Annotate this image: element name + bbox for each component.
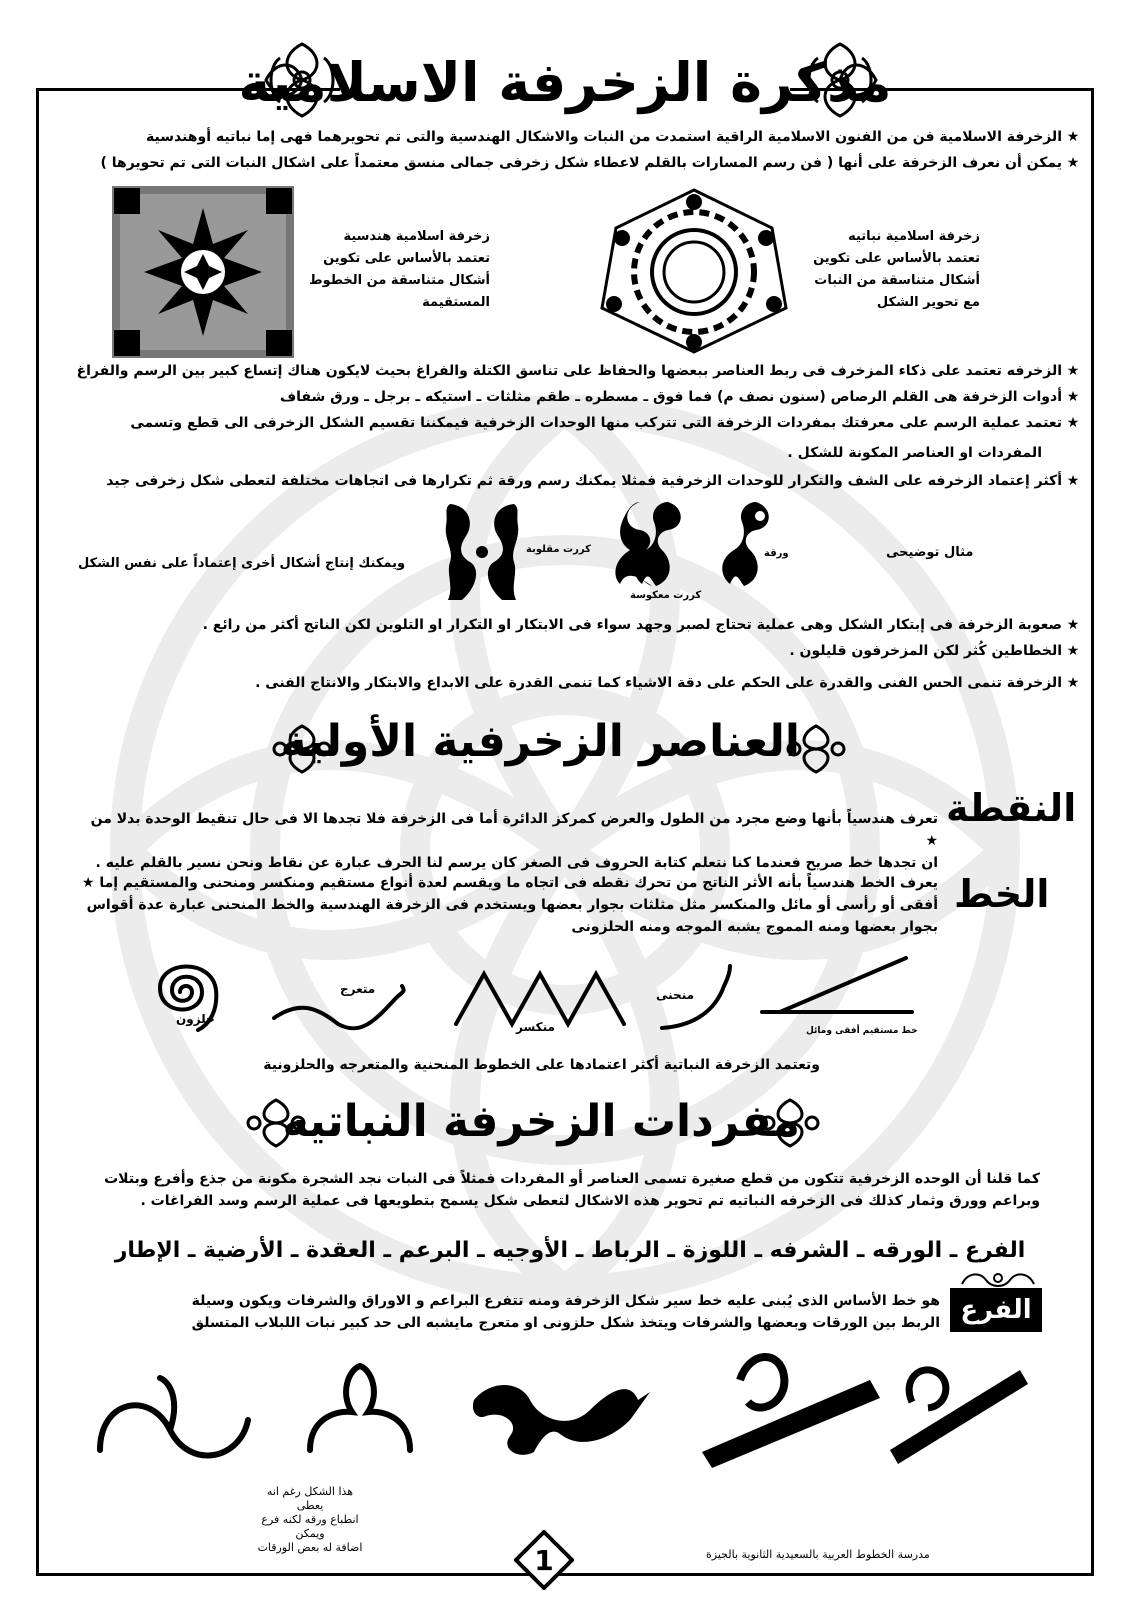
branch-definition xyxy=(110,1290,940,1334)
caption-line: أشكال متناسقة من الخطوط xyxy=(309,273,490,288)
point-text: أدوات الزخرفة هى القلم الرصاص (سنون نصف م) فما فوق ـ مسطره ـ طقم مثلثات ـ استيكه ـ برجل ـ ورق شفاف xyxy=(279,389,1062,405)
point2-text: الزخرفة تنمى الحس الفنى والقدرة على الحكم على دقة الاشياء كما تنمى القدرة على الابداع والابتكار والانتاج الفنى . xyxy=(255,675,1062,691)
corner-ornament-icon xyxy=(262,40,342,120)
point-bullet: ★تعتمد عملية الرسم على معرفتك بمفردات الزخرفة التى تتركب منها الوحدات الزخرفية فيمكننا تقسيم الشكل الزخرفى الى قطع وتسمى xyxy=(130,415,1080,431)
line-definition: يعرف الخط هندسياً بأنه الأثر الناتج من تحرك نقطه فى اتجاه ما ويقسم لعدة أنواع مستقيم ومنكسر ومنحنى والمستقيم إما ★ أفقى أو رأسى أو مائل والمنكسر مثل مثلثات بجوار بعضها ويستخدم فى الزخرفة الهندسية والخط المنحنى عبارة عدة أقواس بجوار بعضها ومنه المموج يشبه الموجه ومنه الحلزونى xyxy=(80,872,938,938)
caption-line: تعتمد بالأساس على تكوين xyxy=(813,251,980,266)
intro-line: كما قلنا أن الوحده الزخرفية تتكون من قطع صغيرة تسمى العناصر أو المفردات فمثلاً فى النبات نجد الشجرة مكونة من جذع وأفرع وبتلات xyxy=(104,1171,1040,1187)
section-ornament-icon xyxy=(272,722,332,776)
definition-line: أفقى أو رأسى أو مائل والمنكسر مثل مثلثات بجوار بعضها ويستخدم فى الزخرفة الهندسية والخط المنحنى عبارة عدة أقواس xyxy=(86,897,938,913)
branch-knot-shape-icon xyxy=(702,1357,880,1468)
section-ornament-icon xyxy=(786,722,846,776)
point-continuation xyxy=(787,442,1042,464)
branch-tendril-shape-icon xyxy=(890,1370,1028,1464)
caption-line: زخرفة اسلامية نباتيه xyxy=(848,229,980,244)
caption-line: مع تحوير الشكل xyxy=(876,295,980,310)
note-line: هذا الشكل رغم انه يعطى xyxy=(266,1485,354,1512)
more-shapes-text: ويمكنك إنتاج أشكال أخرى إعتماداً على نفس الشكل xyxy=(78,556,406,571)
branch-note xyxy=(255,1485,365,1555)
point-text: أكثر إعتماد الزخرفه على الشف والتكرار للوحدات الزخرفية فمثلا يمكنك رسم ورقة ثم تكرارها فى اتجاهات مختلفة لتعطى شكل زخرفى جيد xyxy=(106,473,1062,489)
example-label: مثال توضيحى xyxy=(886,545,974,560)
corner-ornament-icon xyxy=(800,40,880,120)
section-ornament-icon xyxy=(760,1096,820,1150)
mirrored-label: كررت معكوسة xyxy=(630,590,702,601)
branch-shape-icon xyxy=(100,1378,248,1455)
floral-caption xyxy=(800,226,980,314)
caption-line: أشكال متناسقة من النبات xyxy=(814,273,980,288)
intro-bullet-text: الزخرفة الاسلامية فن من الفنون الاسلامية الراقية استمدت من النبات والاشكال الهندسية والتى تم تحويرهما فهى إما نباتيه أوهندسية xyxy=(146,129,1062,145)
line-term: الخط xyxy=(954,872,1050,916)
school-name: مدرسة الخطوط العربية بالسعيدية الثانوية بالجيزة xyxy=(706,1548,930,1561)
definition-line: بجوار بعضها ومنه المموج يشبه الموجه ومنه الحلزونى xyxy=(571,919,938,935)
point2-bullet: ★صعوبة الزخرفة فى إبتكار الشكل وهى عملية تحتاج لصبر وجهد سواء فى الابتكار او التكرار او التلوين لكن الناتج أكثر من رائع . xyxy=(202,617,1080,633)
straight-line-icon xyxy=(762,958,912,1012)
badge-ornament-icon xyxy=(958,1270,1038,1288)
elements-list: الفرع ـ الورقه ـ الشرفه ـ اللوزة ـ الرباط ـ الأوجيه ـ البرعم ـ العقدة ـ الأرضية ـ الإطار xyxy=(114,1238,1026,1263)
branch-badge: الفرع xyxy=(950,1288,1042,1332)
point2-bullet: ★الزخرفة تنمى الحس الفنى والقدرة على الحكم على دقة الاشياء كما تنمى القدرة على الابداع والابتكار والانتاج الفنى . xyxy=(255,675,1080,691)
page-number-badge xyxy=(514,1530,574,1590)
intro-bullet: ★الزخرفة الاسلامية فن من الفنون الاسلامية الراقية استمدت من النبات والاشكال الهندسية والتى تم تحويرهما فهى إما نباتيه أوهندسية xyxy=(146,129,1080,145)
definition-line: تعرف هندسياً بأنها وضع مجرد من الطول والعرض كمركز الدائرة أما فى الزخرفة فلا تجدها الا فى حال تنقيط الوحدة بدلا من xyxy=(90,811,938,827)
point-bullet: ★أكثر إعتماد الزخرفه على الشف والتكرار للوحدات الزخرفية فمثلا يمكنك رسم ورقة ثم تكرارها فى اتجاهات مختلفة لتعطى شكل زخرفى جيد xyxy=(106,473,1080,489)
line-summary: وتعتمد الزخرفة النباتية أكثر اعتمادها على الخطوط المنحنية والمتعرجه والحلزونية xyxy=(263,1057,820,1073)
point2-text: صعوبة الزخرفة فى إبتكار الشكل وهى عملية تحتاج لصبر وجهد سواء فى الابتكار او التكرار او التلوين لكن الناتج أكثر من رائع . xyxy=(202,617,1062,633)
caption-line: تعتمد بالأساس على تكوين xyxy=(323,251,490,266)
section-title: العناصر الزخرفية الأولية xyxy=(280,716,800,767)
curved-label: منحنى xyxy=(656,988,695,1002)
intro-line: وبراعم وورق وثمار كذلك فى الزخرفه النباتيه تم تحوير هذه الاشكال لتعطى شكل يسمح بتطويعها فى عملية الرسم وسد الفراغات . xyxy=(140,1193,1040,1209)
definition-line: ان تجدها خط صريح فعندما كنا نتعلم كتابة الحروف فى الصغر كان يرسم لنا الحرف عبارة عن نقاط ونحن نسير بالقلم عليه . xyxy=(95,855,938,871)
point-bullet: ★أدوات الزخرفة هى القلم الرصاص (سنون نصف م) فما فوق ـ مسطره ـ طقم مثلثات ـ استيكه ـ برجل ـ ورق شفاف xyxy=(279,389,1080,405)
intro-bullet-text: يمكن أن نعرف الزخرفة على أنها ( فن رسم المسارات بالقلم لاعطاء شكل زخرفى جمالى منسق معتمداً على اشكال النبات التى تم تحويرها ) xyxy=(100,155,1062,171)
geometric-caption xyxy=(300,226,490,314)
leaf-label: ورقة xyxy=(764,548,789,559)
point-text: المفردات او العناصر المكونة للشكل . xyxy=(787,445,1042,461)
point-definition: تعرف هندسياً بأنها وضع مجرد من الطول والعرض كمركز الدائرة أما فى الزخرفة فلا تجدها الا فى حال تنقيط الوحدة بدلا من ★ ان تجدها خط صريح فعندما كنا نتعلم كتابة الحروف فى الصغر كان يرسم لنا الحرف عبارة عن نقاط ونحن نسير بالقلم عليه . xyxy=(80,808,938,874)
point-bullet: ★الزخرفه تعتمد على ذكاء المزخرف فى ربط العناصر ببعضها والحفاظ على تناسق الكتلة والفراغ بحيث لايكون هناك إتساع كبير بين الرسم والفراغ xyxy=(76,363,1080,379)
branch-line: هو خط الأساس الذى يُبنى عليه خط سير شكل الزخرفة ومنه تتفرع البراعم و الاوراق والشرفات ويكون وسيلة xyxy=(191,1293,940,1309)
leaf-shape-icon xyxy=(716,498,776,590)
point-term: النقطة xyxy=(946,786,1077,830)
page-number: 1 xyxy=(534,1544,554,1577)
header xyxy=(238,34,892,130)
mirrored-leaf-icon xyxy=(608,498,700,590)
branch-leaf-shape-icon xyxy=(473,1385,650,1455)
definition-line: يعرف الخط هندسياً بأنه الأثر الناتج من تحرك نقطه فى اتجاه ما ويقسم لعدة أنواع مستقيم ومنكسر ومنحنى والمستقيم إما xyxy=(99,875,938,891)
point-text: الزخرفه تعتمد على ذكاء المزخرف فى ربط العناصر ببعضها والحفاظ على تناسق الكتلة والفراغ بحيث لايكون هناك إتساع كبير بين الرسم والفراغ xyxy=(76,363,1062,379)
caption-line: المستقيمة xyxy=(422,295,490,310)
flipped-label: كررت مقلوبة xyxy=(526,544,591,555)
intro-bullet: ★يمكن أن نعرف الزخرفة على أنها ( فن رسم المسارات بالقلم لاعطاء شكل زخرفى جمالى منسق معتمداً على اشكال النبات التى تم تحويرها ) xyxy=(100,155,1080,171)
page-title: مذكرة الزخرفة الاسلامية xyxy=(238,50,892,114)
spiral-label: حلزون xyxy=(176,1012,215,1026)
point2-bullet: ★الخطاطين كُثر لكن المزخرفون قليلون . xyxy=(789,643,1080,659)
caption-line: زخرفة اسلامية هندسية xyxy=(343,229,490,244)
section-title: مفردات الزخرفة النباتيه xyxy=(282,1096,800,1147)
section2-intro xyxy=(60,1168,1040,1212)
branch-shape-icon xyxy=(310,1366,410,1450)
zigzag-line-icon xyxy=(456,974,624,1024)
straight-label: خط مستقيم أفقى ومائل xyxy=(806,1026,918,1036)
flipped-leaf-icon xyxy=(440,500,524,604)
point2-text: الخطاطين كُثر لكن المزخرفون قليلون . xyxy=(789,643,1062,659)
zigzag-label: منكسر xyxy=(516,1020,555,1034)
branch-line: الربط بين الورقات وبعضها والشرفات ويتخذ شكل حلزونى او متعرج مايشبه الى حد كبير نبات اللبلاب المتسلق xyxy=(191,1315,940,1331)
branch-shapes-illustration xyxy=(90,1340,1040,1470)
note-line: اضافة له بعض الورقات xyxy=(257,1541,363,1554)
floral-medallion-image xyxy=(596,188,792,354)
point-text: تعتمد عملية الرسم على معرفتك بمفردات الزخرفة التى تتركب منها الوحدات الزخرفية فيمكننا تقسيم الشكل الزخرفى الى قطع وتسمى xyxy=(130,415,1062,431)
wavy-label: متعرج xyxy=(340,982,376,996)
note-line: انطباع ورقه لكنه فرع ويمكن xyxy=(261,1513,359,1540)
geometric-pattern-image xyxy=(112,186,294,358)
wavy-line-icon xyxy=(274,986,404,1028)
section-ornament-icon xyxy=(246,1096,306,1150)
